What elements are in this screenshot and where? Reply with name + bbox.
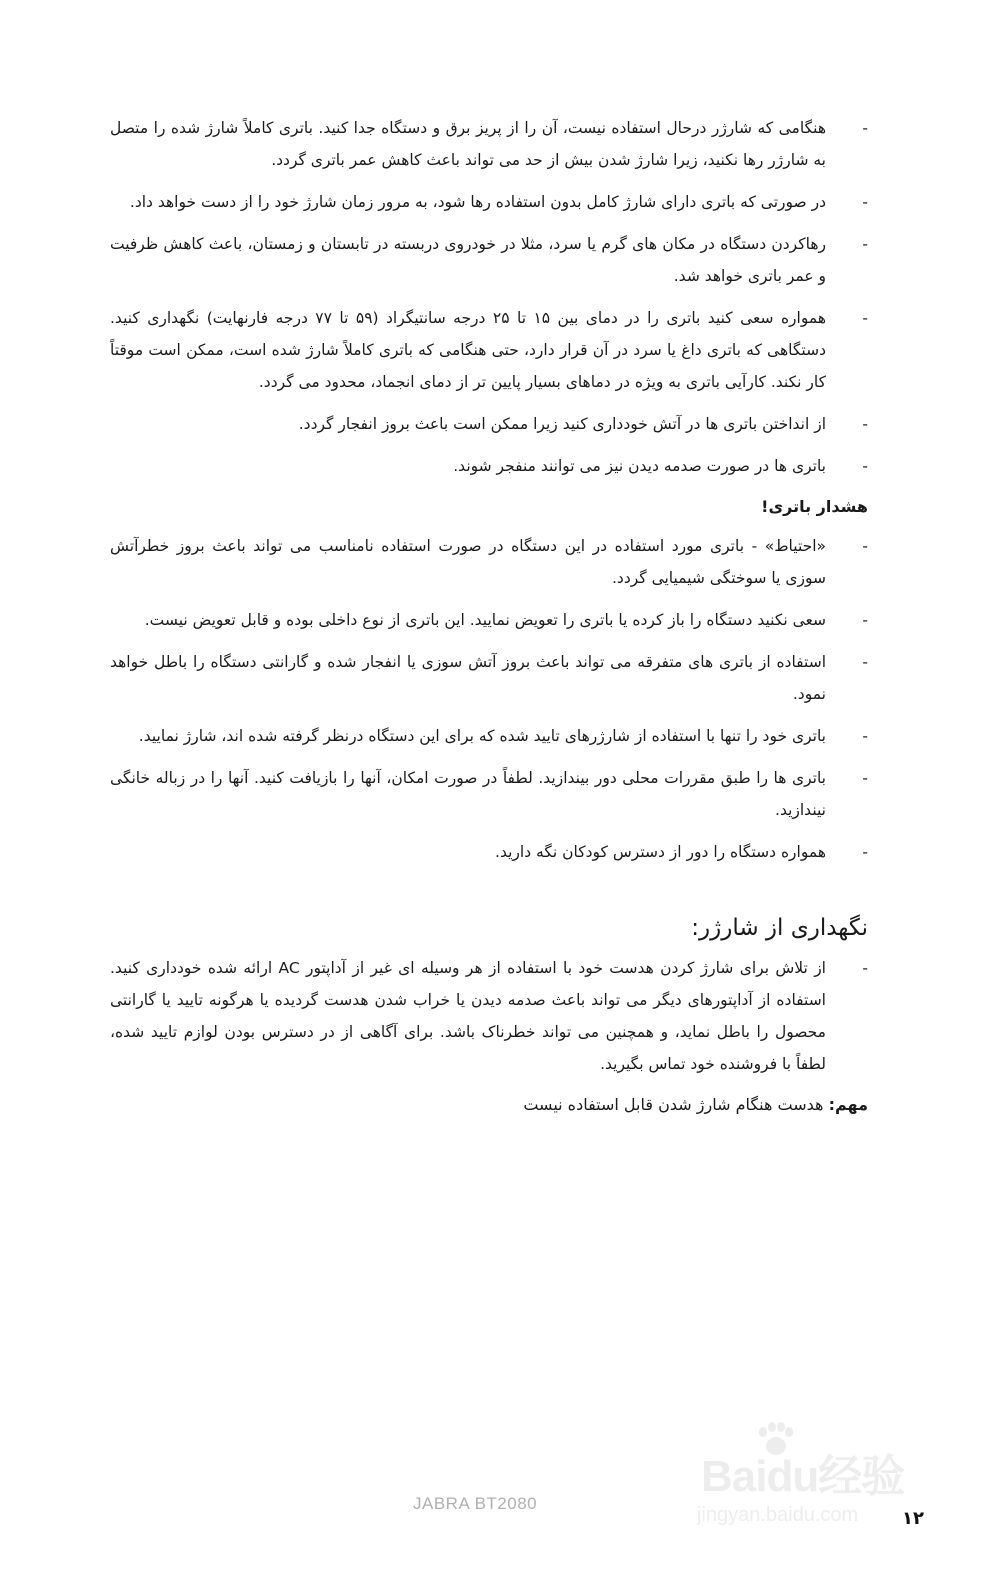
list-item	[110, 646, 868, 710]
important-note	[110, 1090, 868, 1120]
list-item-text: باتری ها در صورت صدمه دیدن نیز می توانند منفجر شوند.	[453, 457, 826, 475]
bullet-marker: -	[862, 653, 868, 671]
bullet-marker: -	[862, 193, 868, 211]
bullet-marker: -	[862, 457, 868, 475]
important-text: هدست هنگام شارژ شدن قابل استفاده نیست	[523, 1095, 824, 1114]
bullet-marker: -	[862, 959, 868, 977]
list-item-text: باتری خود را تنها با استفاده از شارژرهای تایید شده که برای این دستگاه درنظر گرفته شده اند، شارژ نمایید.	[138, 727, 826, 745]
list-item-text: سعی نکنید دستگاه را باز کرده یا باتری را تعویض نمایید. این باتری از نوع داخلی بوده و قابل تعویض نیست.	[144, 611, 826, 629]
page-number: ۱۲	[902, 1508, 924, 1529]
list-item	[110, 720, 868, 752]
list-item-text: رهاکردن دستگاه در مکان های گرم یا سرد، مثلا در خودروی دربسته در تابستان و زمستان، باعث کاهش ظرفیت و عمر باتری خواهد شد.	[110, 235, 826, 285]
list-item-text: «احتیاط» - باتری مورد استفاده در این دستگاه در صورت استفاده نامناسب می تواند باعث بروز خطرآتش سوزی یا سوختگی شیمیایی گردد.	[110, 537, 826, 587]
list-item-text: از تلاش برای شارژ کردن هدست خود با استفاده از هر وسیله ای غیر از آداپتور AC ارائه شده خودداری کنید. استفاده از آداپتورهای دیگر می تواند باعث صدمه دیدن یا خراب شدن هدست گردیده یا هرگونه تایید یا گارانتی محصول را باطل نماید، و همچنین می تواند خطرناک باشد. برای آگاهی از در دسترس بودن لوازم تایید شده، لطفاً با فروشنده خود تماس بگیرید.	[110, 959, 826, 1073]
list-item	[110, 408, 868, 440]
list-item-text: باتری ها را طبق مقررات محلی دور بیندازید. لطفاً در صورت امکان، آنها را بازیافت کنید. آنها را در زباله خانگی نیندازید.	[110, 769, 826, 819]
section2-list	[110, 530, 868, 868]
bullet-marker: -	[862, 415, 868, 433]
bullet-marker: -	[862, 611, 868, 629]
list-item-text: استفاده از باتری های متفرقه می تواند باعث بروز آتش سوزی یا انفجار شده و گارانتی دستگاه را باطل خواهد نمود.	[110, 653, 826, 703]
important-label: مهم:	[828, 1095, 868, 1114]
list-item	[110, 604, 868, 636]
section3-list	[110, 952, 868, 1080]
list-item-text: از انداختن باتری ها در آتش خودداری کنید زیرا ممکن است باعث بروز انفجار گردد.	[298, 415, 826, 433]
section1-list	[110, 112, 868, 482]
list-item-text: همواره سعی کنید باتری را در دمای بین ۱۵ تا ۲۵ درجه سانتیگراد (۵۹ تا ۷۷ درجه فارنهایت) نگهداری کنید. دستگاهی که باتری داغ یا سرد در آن قرار دارد، حتی هنگامی که باتری کاملاً شارژ شده است، ممکن است موقتاً کار نکند. کارآیی باتری به ویژه در دماهای بسیار پایین تر از دمای انجماد، محدود می گردد.	[110, 309, 826, 391]
list-item-text: همواره دستگاه را دور از دسترس کودکان نگه دارید.	[495, 843, 826, 861]
list-item-text: در صورتی که باتری دارای شارژ کامل بدون استفاده رها شود، به مرور زمان شارژ خود را از دست خواهد داد.	[129, 193, 826, 211]
list-item	[110, 302, 868, 398]
battery-warning-heading: هشدار باتری!	[761, 497, 868, 516]
bullet-marker: -	[862, 727, 868, 745]
list-item	[110, 836, 868, 868]
list-item	[110, 450, 868, 482]
list-item-text: هنگامی که شارژر درحال استفاده نیست، آن را از پریز برق و دستگاه جدا کنید. باتری کاملاً شارژ شده را متصل به شارژر رها نکنید، زیرا شارژ شدن بیش از حد می تواند باعث کاهش عمر باتری گردد.	[110, 119, 826, 169]
bullet-marker: -	[862, 309, 868, 327]
list-item	[110, 228, 868, 292]
list-item	[110, 112, 868, 176]
page-content	[110, 112, 868, 1120]
list-item	[110, 186, 868, 218]
bullet-marker: -	[862, 769, 868, 787]
bullet-marker: -	[862, 119, 868, 137]
baidu-watermark	[693, 1418, 923, 1538]
bullet-marker: -	[862, 843, 868, 861]
list-item	[110, 530, 868, 594]
bullet-marker: -	[862, 537, 868, 555]
list-item	[110, 952, 868, 1080]
watermark-url: jingyan.baidu.com	[697, 1504, 859, 1526]
bullet-marker: -	[862, 235, 868, 253]
watermark-text: Baidu经验	[701, 1452, 905, 1501]
charger-care-heading: نگهداری از شارژر:	[691, 915, 868, 941]
footer-model: JABRA BT2080	[413, 1494, 538, 1513]
list-item	[110, 762, 868, 826]
